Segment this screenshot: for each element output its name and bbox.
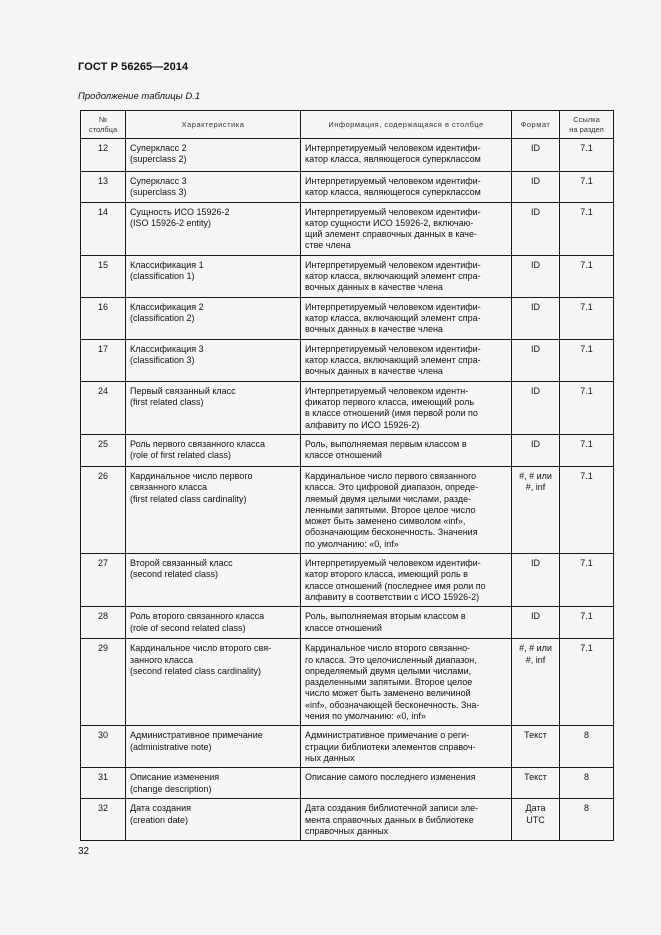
info-cell-line: Интерпретируемый человеком идентифи- (305, 259, 481, 270)
characteristic-cell (126, 768, 301, 799)
characteristic-cell-line: Суперкласс 3 (130, 176, 187, 186)
format-cell-line: #, inf (525, 482, 546, 493)
format-cell-line: ID (531, 301, 540, 312)
info-cell-line: классе отношений (305, 622, 382, 633)
row-number-cell: 25 (81, 434, 126, 466)
page-number: 32 (78, 846, 90, 857)
characteristic-cell-line: Первый связанный класс (130, 385, 236, 396)
info-cell-line: катор второго класса, имеющий роль в (305, 569, 468, 580)
column-header-reference: Ссылка на раздел (560, 111, 614, 139)
info-cell-line: Интерпретируемый человеком идентифи- (305, 343, 481, 354)
characteristic-cell (126, 381, 301, 434)
format-cell (512, 139, 560, 172)
column-header-info: Информация, содержащаяся в столбце (301, 111, 512, 139)
format-cell-line: ID (531, 558, 540, 569)
table-row (81, 139, 614, 172)
row-number-cell: 27 (81, 554, 126, 607)
reference-cell: 8 (560, 799, 614, 841)
characteristic-cell-line: (second related class) (130, 569, 219, 580)
info-cell-line: Административное примечание о реги- (305, 730, 470, 741)
info-cell (301, 799, 512, 841)
info-cell (301, 434, 512, 466)
info-cell-line: катор класса, являющегося суперклассом (305, 187, 481, 198)
reference-cell: 7.1 (560, 434, 614, 466)
format-cell-line: Текст (524, 730, 547, 741)
characteristic-cell-line: Суперкласс 2 (130, 143, 187, 153)
table-row (81, 202, 614, 255)
info-cell-line: классе отношений (последнее имя роли по (305, 580, 486, 591)
characteristic-cell-line: (first related class) (130, 397, 204, 408)
format-cell (512, 639, 560, 726)
info-cell-line: Интерпретируемый человеком идентифи- (305, 176, 481, 186)
characteristic-cell-line: (first related class cardinality) (130, 493, 247, 504)
info-cell (301, 297, 512, 339)
row-number-cell: 17 (81, 339, 126, 381)
info-cell-line: алфавиту в соответствии с ИСО 15926-2) (305, 591, 480, 602)
format-cell (512, 554, 560, 607)
table-row (81, 255, 614, 297)
info-cell-line: го класса. Это целочисленный диапазон, (305, 654, 477, 665)
format-cell-line: #, # или (519, 470, 552, 481)
info-cell-line: фикатор первого класса, имеющий роль (305, 397, 475, 408)
characteristic-cell-line: Кардинальное число первого (130, 470, 253, 481)
reference-cell: 7.1 (560, 607, 614, 639)
reference-cell: 7.1 (560, 554, 614, 607)
characteristic-cell (126, 466, 301, 553)
info-cell-line: Интерпретируемый человеком идентифи- (305, 206, 481, 217)
characteristic-cell-line: Классификация 3 (130, 343, 204, 354)
table-row (81, 297, 614, 339)
info-cell-line: катор класса, включающий элемент спра- (305, 313, 481, 324)
characteristic-cell-line: (superclass 2) (130, 154, 187, 165)
reference-cell: 7.1 (560, 297, 614, 339)
table-row (81, 726, 614, 768)
info-cell-line: катор сущности ИСО 15926-2, включаю- (305, 217, 474, 228)
characteristic-cell-line: Роль второго связанного класса (130, 611, 265, 622)
format-cell (512, 607, 560, 639)
format-cell (512, 768, 560, 799)
characteristic-cell-line: Классификация 2 (130, 301, 204, 312)
format-cell (512, 255, 560, 297)
reference-cell: 7.1 (560, 202, 614, 255)
characteristic-cell-line: занного класса (130, 654, 193, 665)
info-cell (301, 202, 512, 255)
column-header-number: № столбца (81, 111, 126, 139)
characteristic-cell (126, 434, 301, 466)
format-cell-line: ID (531, 176, 540, 186)
info-cell-line: Интерпретируемый человеком идентн- (305, 385, 469, 396)
row-number-cell: 12 (81, 139, 126, 172)
characteristic-cell (126, 554, 301, 607)
row-number-cell: 14 (81, 202, 126, 255)
reference-cell: 7.1 (560, 381, 614, 434)
characteristic-cell (126, 799, 301, 841)
characteristic-cell-line: связанного класса (130, 482, 208, 493)
characteristic-cell-line: (administrative note) (130, 741, 212, 752)
characteristic-cell-line: (role of second related class) (130, 622, 246, 633)
table-row (81, 768, 614, 799)
info-cell (301, 339, 512, 381)
characteristic-cell-line: (creation date) (130, 814, 189, 825)
format-cell-line: ID (531, 438, 540, 449)
row-number-cell: 13 (81, 172, 126, 203)
info-cell-line: стве члена (305, 240, 351, 251)
info-cell-line: катор класса, включающий элемент спра- (305, 271, 481, 282)
info-cell-line: страции библиотеки элементов справоч- (305, 741, 476, 752)
characteristic-cell-line: Кардинальное число второго свя- (130, 643, 272, 654)
info-cell-line: ных данных (305, 752, 355, 763)
info-cell-line: класса. Это цифровой диапазон, опреде- (305, 482, 479, 493)
info-cell-line: катор класса, включающий элемент спра- (305, 355, 481, 366)
table-row (81, 466, 614, 553)
info-cell (301, 768, 512, 799)
info-cell-line: определяемый двумя целыми числами, (305, 665, 472, 676)
reference-cell: 7.1 (560, 139, 614, 172)
info-cell-line: справочных данных (305, 825, 389, 836)
characteristic-cell (126, 297, 301, 339)
characteristic-cell (126, 726, 301, 768)
format-cell-line: ID (531, 385, 540, 396)
characteristic-cell-line: (change description) (130, 783, 212, 794)
characteristic-cell-line: Дата создания (130, 803, 191, 814)
table-header-row (81, 111, 614, 139)
characteristic-cell (126, 172, 301, 203)
info-cell-line: Кардинальное число второго связанно- (305, 643, 471, 654)
table-body (81, 139, 614, 841)
info-cell-line: ленными запятыми. Второе целое число (305, 504, 476, 515)
format-cell (512, 381, 560, 434)
format-cell-line: ID (531, 206, 540, 217)
row-number-cell: 32 (81, 799, 126, 841)
table-row (81, 339, 614, 381)
row-number-cell: 26 (81, 466, 126, 553)
reference-cell: 8 (560, 726, 614, 768)
characteristic-cell-line: Второй связанный класс (130, 558, 233, 569)
info-cell-line: число может быть заменено величиной (305, 688, 471, 699)
reference-cell: 7.1 (560, 466, 614, 553)
info-cell (301, 466, 512, 553)
reference-cell: 7.1 (560, 639, 614, 726)
info-cell-line: вочных данных в качестве члена (305, 282, 443, 293)
format-cell (512, 172, 560, 203)
format-cell-line: ID (531, 143, 540, 153)
characteristic-cell (126, 139, 301, 172)
info-cell-line: катор класса, являющегося суперклассом (305, 154, 481, 165)
row-number-cell: 16 (81, 297, 126, 339)
info-cell (301, 554, 512, 607)
info-cell-line: по умолчанию: «0, inf» (305, 538, 399, 549)
characteristic-cell (126, 255, 301, 297)
format-cell-line: ID (531, 259, 540, 270)
info-cell-line: Описание самого последнего изменения (305, 772, 476, 783)
table-caption: Продолжение таблицы D.1 (78, 91, 201, 102)
info-cell-line: алфавиту по ИСО 15926-2) (305, 419, 420, 430)
characteristic-cell-line: (superclass 3) (130, 187, 187, 198)
format-cell (512, 297, 560, 339)
characteristic-cell (126, 339, 301, 381)
reference-cell: 8 (560, 768, 614, 799)
info-cell-line: классе отношений (305, 450, 382, 461)
characteristic-cell-line: (classification 3) (130, 355, 195, 366)
characteristic-cell-line: (classification 2) (130, 313, 195, 324)
info-cell-line: Роль, выполняемая вторым классом в (305, 611, 466, 622)
info-cell-line: «inf», обозначающей бесконечность. Зна- (305, 699, 480, 710)
row-number-cell: 28 (81, 607, 126, 639)
characteristic-cell (126, 607, 301, 639)
row-number-cell: 31 (81, 768, 126, 799)
table-row (81, 639, 614, 726)
info-cell-line: обозначающим бесконечность. Значения (305, 527, 478, 538)
table-row (81, 799, 614, 841)
row-number-cell: 24 (81, 381, 126, 434)
info-cell (301, 726, 512, 768)
info-cell-line: может быть заменено символом «inf», (305, 516, 466, 527)
info-cell (301, 381, 512, 434)
characteristic-cell-line: Роль первого связанного класса (130, 438, 266, 449)
characteristic-cell-line: Классификация 1 (130, 259, 204, 270)
info-cell (301, 172, 512, 203)
characteristic-cell-line: (classification 1) (130, 271, 195, 282)
table-row (81, 172, 614, 203)
characteristic-cell-line: (ISO 15926-2 entity) (130, 217, 212, 228)
info-cell (301, 607, 512, 639)
format-cell (512, 726, 560, 768)
info-cell-line: Дата создания библиотечной записи эле- (305, 803, 479, 814)
info-cell-line: Интерпретируемый человеком идентифи- (305, 558, 481, 569)
row-number-cell: 15 (81, 255, 126, 297)
format-cell (512, 466, 560, 553)
format-cell (512, 434, 560, 466)
info-cell-line: чения по умолчанию: «0, inf» (305, 711, 426, 722)
reference-cell: 7.1 (560, 172, 614, 203)
row-number-cell: 30 (81, 726, 126, 768)
characteristic-cell-line: (second related class cardinality) (130, 665, 262, 676)
info-cell-line: щий элемент справочных данных в каче- (305, 229, 477, 240)
characteristic-cell-line: Административное примечание (130, 730, 263, 741)
info-cell-line: Интерпретируемый человеком идентифи- (305, 143, 481, 153)
info-cell (301, 639, 512, 726)
document-title: ГОСТ Р 56265—2014 (78, 61, 189, 73)
characteristic-cell-line: Описание изменения (130, 772, 220, 783)
format-cell-line: UTC (526, 814, 545, 825)
characteristic-cell-line: (role of first related class) (130, 450, 232, 461)
info-cell-line: мента справочных данных в библиотеке (305, 814, 474, 825)
info-cell-line: Интерпретируемый человеком идентифи- (305, 301, 481, 312)
row-number-cell: 29 (81, 639, 126, 726)
column-header-characteristic: Характеристика (126, 111, 301, 139)
table-row (81, 434, 614, 466)
reference-cell: 7.1 (560, 255, 614, 297)
info-cell-line: разделенными запятыми. Второе целое (305, 677, 473, 688)
characteristic-cell-line: Сущность ИСО 15926-2 (130, 206, 230, 217)
info-cell-line: ляемый двумя целыми числами, разде- (305, 493, 472, 504)
table-row (81, 381, 614, 434)
info-cell-line: в классе отношений (имя первой роли по (305, 408, 478, 419)
column-header-format: Формат (512, 111, 560, 139)
table-row (81, 607, 614, 639)
format-cell-line: ID (531, 343, 540, 354)
format-cell-line: Текст (524, 772, 547, 783)
info-cell-line: вочных данных в качестве члена (305, 324, 443, 335)
characteristic-cell (126, 202, 301, 255)
characteristic-cell (126, 639, 301, 726)
info-cell-line: вочных данных в качестве члена (305, 366, 443, 377)
info-cell (301, 139, 512, 172)
format-cell-line: Дата (525, 803, 546, 814)
format-cell (512, 339, 560, 381)
table-row (81, 554, 614, 607)
info-cell (301, 255, 512, 297)
format-cell-line: #, # или (519, 643, 552, 654)
format-cell (512, 202, 560, 255)
info-cell-line: Кардинальное число первого связанного (305, 470, 477, 481)
specification-table (80, 110, 614, 841)
info-cell-line: Роль, выполняемая первым классом в (305, 438, 467, 449)
format-cell-line: ID (531, 611, 540, 622)
format-cell (512, 799, 560, 841)
reference-cell: 7.1 (560, 339, 614, 381)
format-cell-line: #, inf (525, 654, 546, 665)
